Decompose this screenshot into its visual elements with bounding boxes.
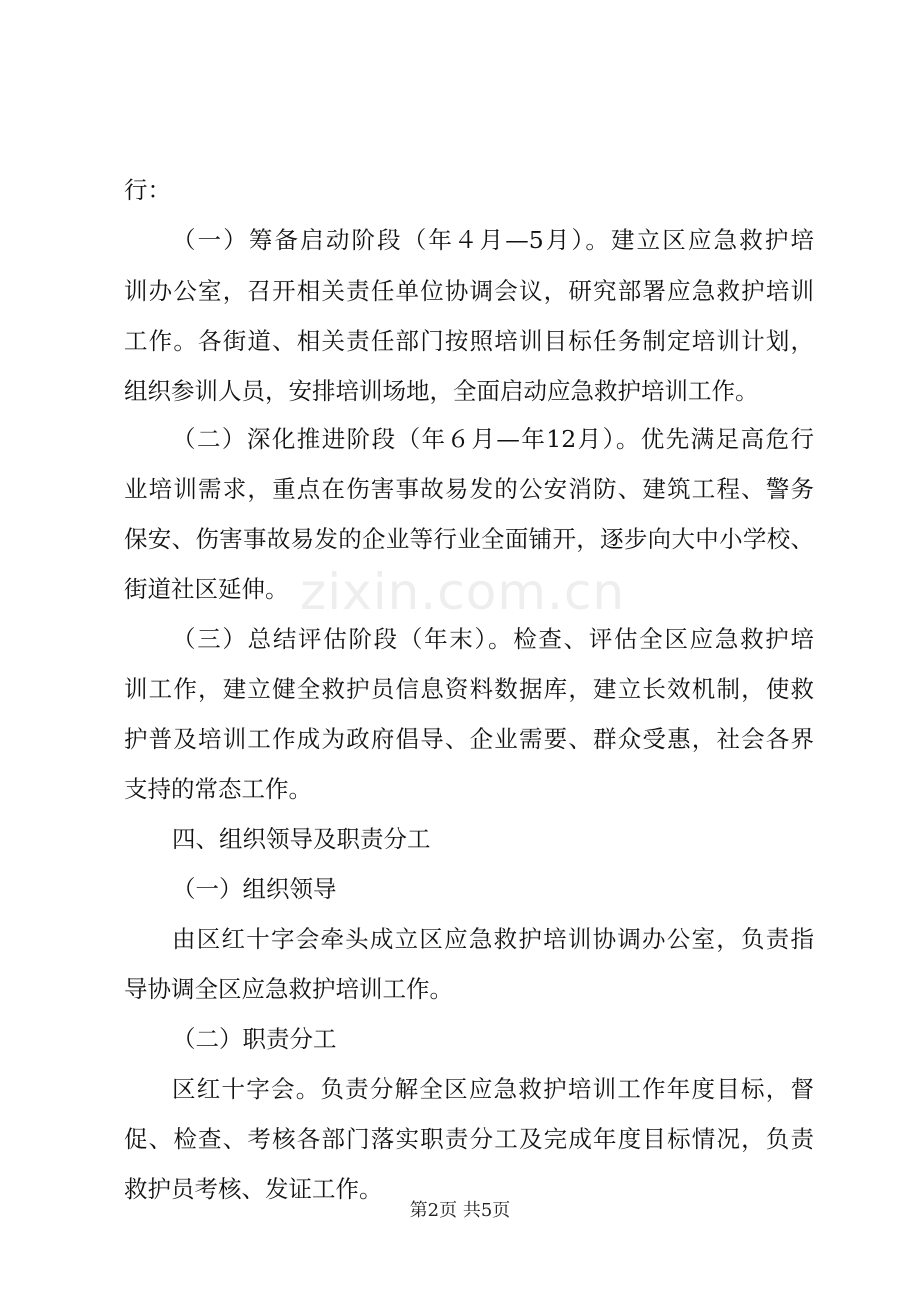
section-heading: 四、组织领导及职责分工 — [172, 825, 431, 853]
paragraph-phase-1-line: 工作。各街道、相关责任部门按照培训目标任务制定培训计划， — [124, 327, 814, 355]
subsection-heading: （二）职责分工 — [172, 1025, 337, 1053]
paragraph-leadership-line: 由区红十字会牵头成立区应急救护培训协调办公室，负责指 — [172, 925, 814, 953]
paragraph-phase-1-line: 组织参训人员，安排培训场地，全面启动应急救护培训工作。 — [124, 377, 759, 405]
text-line: 行： — [124, 176, 171, 204]
paragraph-phase-2-line: 业培训需求，重点在伤害事故易发的公安消防、建筑工程、警务 — [124, 475, 814, 503]
watermark: zixin.com.cn — [300, 563, 626, 621]
paragraph-duties-line: 区红十字会。负责分解全区应急救护培训工作年度目标，督 — [172, 1075, 814, 1103]
subsection-heading: （一）组织领导 — [172, 875, 337, 903]
paragraph-phase-3-line: 支持的常态工作。 — [124, 775, 312, 803]
paragraph-duties-line: 促、检查、考核各部门落实职责分工及完成年度目标情况，负责 — [124, 1125, 814, 1153]
paragraph-duties-line: 救护员考核、发证工作。 — [124, 1175, 383, 1203]
paragraph-phase-3-line: 训工作，建立健全救护员信息资料数据库，建立长效机制，使救 — [124, 675, 814, 703]
paragraph-phase-2-line: （二）深化推进阶段（年６月—年12月）。优先满足高危行 — [172, 425, 814, 453]
paragraph-phase-2-line: 保安、伤害事故易发的企业等行业全面铺开，逐步向大中小学校、 — [124, 525, 814, 553]
paragraph-phase-3-line: 护普及培训工作成为政府倡导、企业需要、群众受惠，社会各界 — [124, 725, 814, 753]
paragraph-leadership-line: 导协调全区应急救护培训工作。 — [124, 975, 453, 1003]
paragraph-phase-1-line: 训办公室，召开相关责任单位协调会议，研究部署应急救护培训 — [124, 277, 814, 305]
page-number-footer: 第2页 共5页 — [409, 1200, 511, 1221]
paragraph-phase-2-line: 街道社区延伸。 — [124, 575, 289, 603]
paragraph-phase-3-line: （三）总结评估阶段（年末）。检查、评估全区应急救护培 — [172, 625, 814, 653]
paragraph-phase-1-line: （一）筹备启动阶段（年４月—5月）。建立区应急救护培 — [172, 226, 814, 254]
